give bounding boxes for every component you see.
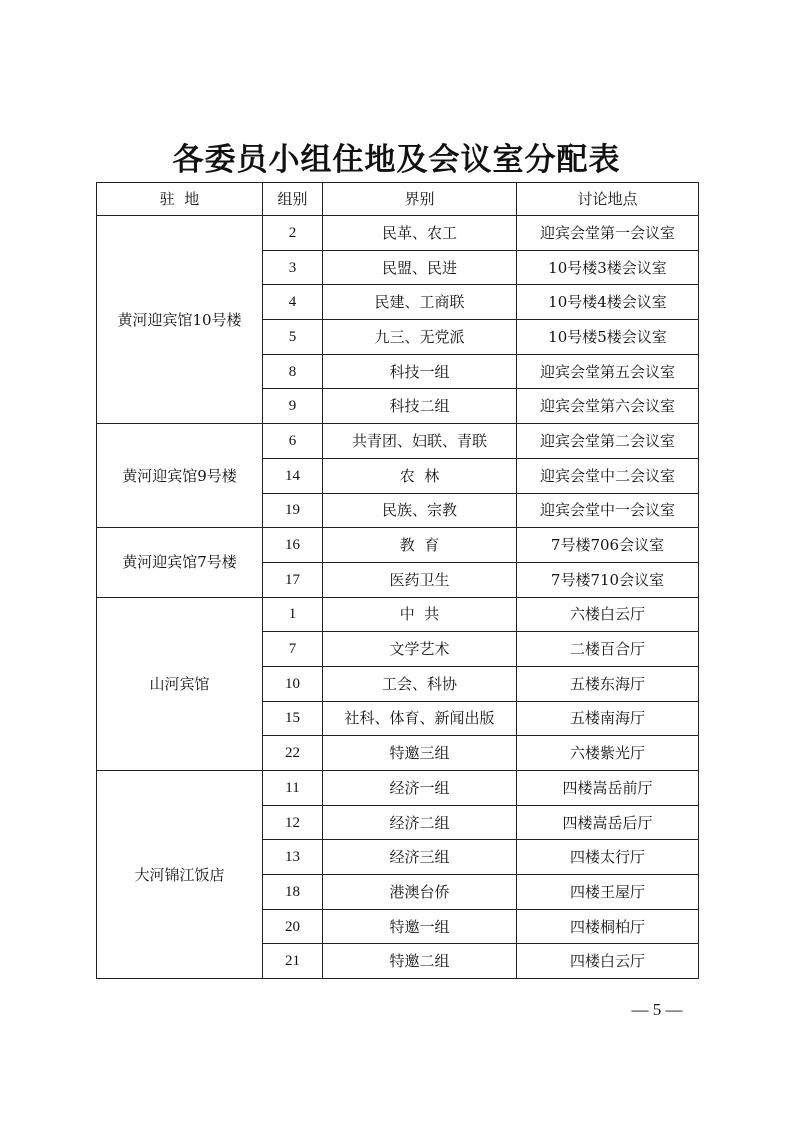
- sector-cell: 经济一组: [323, 771, 517, 806]
- sector-cell: 社科、体育、新闻出版: [323, 701, 517, 736]
- venue-cell: 四楼嵩岳后厅: [517, 805, 699, 840]
- group-number-cell: 9: [263, 389, 323, 424]
- location-cell: 大河锦江饭店: [97, 771, 263, 979]
- group-number-cell: 20: [263, 909, 323, 944]
- venue-cell: 五楼东海厅: [517, 666, 699, 701]
- group-number-cell: 4: [263, 285, 323, 320]
- sector-cell: 科技二组: [323, 389, 517, 424]
- venue-cell: 五楼南海厅: [517, 701, 699, 736]
- group-number-cell: 8: [263, 354, 323, 389]
- location-cell: 黄河迎宾馆7号楼: [97, 528, 263, 597]
- venue-cell: 迎宾会堂第二会议室: [517, 424, 699, 459]
- venue-cell: 六楼白云厅: [517, 597, 699, 632]
- group-number-cell: 15: [263, 701, 323, 736]
- location-cell: 黄河迎宾馆10号楼: [97, 216, 263, 424]
- sector-cell: 特邀二组: [323, 944, 517, 979]
- group-number-cell: 21: [263, 944, 323, 979]
- venue-cell: 六楼紫光厅: [517, 736, 699, 771]
- venue-cell: 迎宾会堂第一会议室: [517, 216, 699, 251]
- header-sector: 界别: [323, 183, 517, 216]
- group-number-cell: 1: [263, 597, 323, 632]
- sector-cell: 经济三组: [323, 840, 517, 875]
- table-row: [97, 424, 699, 459]
- sector-cell: 特邀一组: [323, 909, 517, 944]
- group-number-cell: 2: [263, 216, 323, 251]
- group-number-cell: 16: [263, 528, 323, 563]
- venue-cell: 四楼桐柏厅: [517, 909, 699, 944]
- group-number-cell: 11: [263, 771, 323, 806]
- header-group-no: 组别: [263, 183, 323, 216]
- sector-cell: 科技一组: [323, 354, 517, 389]
- sector-cell: 民建、工商联: [323, 285, 517, 320]
- venue-cell: 四楼太行厅: [517, 840, 699, 875]
- page-number: — 5 —: [631, 1000, 683, 1019]
- group-number-cell: 18: [263, 875, 323, 910]
- venue-cell: 迎宾会堂第五会议室: [517, 354, 699, 389]
- group-number-cell: 10: [263, 666, 323, 701]
- sector-cell: 特邀三组: [323, 736, 517, 771]
- group-number-cell: 5: [263, 320, 323, 355]
- sector-cell: 民盟、民进: [323, 250, 517, 285]
- venue-cell: 7号楼710会议室: [517, 562, 699, 597]
- venue-cell: 迎宾会堂第六会议室: [517, 389, 699, 424]
- location-cell: 黄河迎宾馆9号楼: [97, 424, 263, 528]
- group-number-cell: 14: [263, 458, 323, 493]
- table-row: [97, 771, 699, 806]
- table-header-row: [97, 183, 699, 216]
- sector-cell: 中 共: [323, 597, 517, 632]
- sector-cell: 医药卫生: [323, 562, 517, 597]
- venue-cell: 10号楼3楼会议室: [517, 250, 699, 285]
- header-venue: 讨论地点: [517, 183, 699, 216]
- location-cell: 山河宾馆: [97, 597, 263, 770]
- sector-cell: 九三、无党派: [323, 320, 517, 355]
- group-number-cell: 22: [263, 736, 323, 771]
- table-row: [97, 216, 699, 251]
- sector-cell: 文学艺术: [323, 632, 517, 667]
- venue-cell: 迎宾会堂中一会议室: [517, 493, 699, 528]
- sector-cell: 农 林: [323, 458, 517, 493]
- venue-cell: 迎宾会堂中二会议室: [517, 458, 699, 493]
- group-number-cell: 3: [263, 250, 323, 285]
- table-row: [97, 528, 699, 563]
- venue-cell: 10号楼4楼会议室: [517, 285, 699, 320]
- header-location: 驻 地: [97, 183, 263, 216]
- venue-cell: 二楼百合厅: [517, 632, 699, 667]
- venue-cell: 四楼嵩岳前厅: [517, 771, 699, 806]
- sector-cell: 工会、科协: [323, 666, 517, 701]
- venue-cell: 四楼王屋厅: [517, 875, 699, 910]
- sector-cell: 港澳台侨: [323, 875, 517, 910]
- sector-cell: 民族、宗教: [323, 493, 517, 528]
- sector-cell: 教 育: [323, 528, 517, 563]
- venue-cell: 7号楼706会议室: [517, 528, 699, 563]
- table-row: [97, 597, 699, 632]
- group-number-cell: 12: [263, 805, 323, 840]
- group-number-cell: 6: [263, 424, 323, 459]
- group-number-cell: 17: [263, 562, 323, 597]
- page-title: 各委员小组住地及会议室分配表: [172, 142, 621, 178]
- group-number-cell: 13: [263, 840, 323, 875]
- allocation-table: [96, 182, 699, 979]
- group-number-cell: 7: [263, 632, 323, 667]
- sector-cell: 经济二组: [323, 805, 517, 840]
- venue-cell: 10号楼5楼会议室: [517, 320, 699, 355]
- venue-cell: 四楼白云厅: [517, 944, 699, 979]
- sector-cell: 民革、农工: [323, 216, 517, 251]
- sector-cell: 共青团、妇联、青联: [323, 424, 517, 459]
- group-number-cell: 19: [263, 493, 323, 528]
